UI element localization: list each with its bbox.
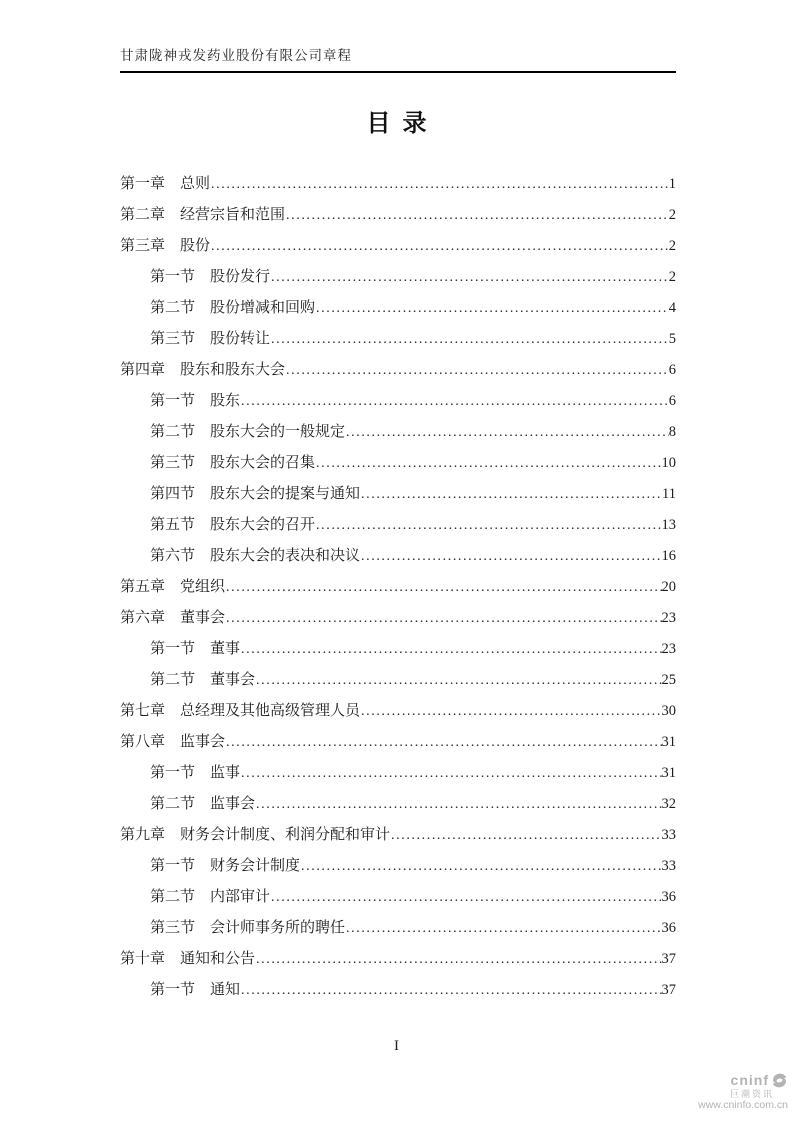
toc-entry-title: 股东大会的提案与通知	[210, 486, 361, 502]
toc-entry-title: 股份发行	[210, 269, 271, 285]
watermark-brand-text: 巨潮资讯	[729, 1088, 774, 1099]
toc-entry[interactable]	[120, 696, 676, 727]
toc-entry-title: 总经理及其他高级管理人员	[180, 703, 361, 719]
header-rule	[120, 71, 676, 73]
toc-entry-page: 16	[661, 548, 676, 564]
toc-entry-label: 第一节	[150, 982, 196, 998]
toc-entry-page: 10	[661, 455, 676, 471]
toc-entry-label: 第一节	[150, 858, 196, 874]
toc-entry-page: 2	[668, 238, 676, 254]
toc-dot-leader	[241, 634, 661, 665]
toc-entry-title: 经营宗旨和范围	[180, 207, 286, 223]
toc-entry-title: 董事会	[210, 672, 256, 688]
toc-entry-label: 第六章	[120, 610, 166, 626]
toc-entry-title: 会计师事务所的聘任	[210, 920, 346, 936]
toc-entry-label: 第三节	[150, 331, 196, 347]
toc-entry-label: 第二节	[150, 300, 196, 316]
toc-dot-leader	[271, 882, 661, 913]
toc-dot-leader	[256, 944, 661, 975]
toc-entry-page: 36	[661, 920, 676, 936]
toc-entry-page: 20	[661, 579, 676, 595]
toc-entry[interactable]	[120, 789, 676, 820]
toc-entry-page: 1	[668, 176, 676, 192]
toc-dot-leader	[226, 603, 661, 634]
toc-entry-label: 第七章	[120, 703, 166, 719]
cninfo-watermark	[698, 1073, 788, 1112]
toc-entry[interactable]	[120, 510, 676, 541]
toc-entry-label: 第四章	[120, 362, 166, 378]
toc-dot-leader	[361, 479, 662, 510]
toc-entry[interactable]	[120, 448, 676, 479]
toc-entry[interactable]	[120, 355, 676, 386]
toc-entry-page: 6	[668, 362, 676, 378]
toc-entry-title: 监事会	[210, 796, 256, 812]
toc-entry-title: 通知	[210, 982, 241, 998]
toc-entry-page: 36	[661, 889, 676, 905]
toc-dot-leader	[286, 355, 669, 386]
toc-entry-page: 37	[661, 951, 676, 967]
toc-list	[120, 169, 676, 1006]
toc-entry-label: 第一节	[150, 393, 196, 409]
toc-entry-page: 33	[661, 827, 676, 843]
toc-dot-leader	[316, 448, 661, 479]
document-header-text: 甘肃陇神戎发药业股份有限公司章程	[120, 48, 352, 63]
toc-entry[interactable]	[120, 820, 676, 851]
toc-dot-leader	[241, 758, 661, 789]
toc-entry-page: 23	[661, 610, 676, 626]
cninfo-logo-text: cninf	[730, 1072, 769, 1089]
toc-entry-title: 股份增减和回购	[210, 300, 316, 316]
toc-entry-title: 内部审计	[210, 889, 271, 905]
toc-entry[interactable]	[120, 231, 676, 262]
toc-entry[interactable]	[120, 293, 676, 324]
toc-entry[interactable]	[120, 324, 676, 355]
toc-entry-title: 股东	[210, 393, 241, 409]
toc-entry[interactable]	[120, 572, 676, 603]
toc-dot-leader	[286, 200, 669, 231]
toc-entry-label: 第二节	[150, 424, 196, 440]
footer-page-number: I	[394, 1038, 399, 1054]
toc-entry-page: 4	[668, 300, 676, 316]
toc-entry-title: 股东和股东大会	[180, 362, 286, 378]
toc-entry-page: 37	[661, 982, 676, 998]
toc-entry-page: 32	[661, 796, 676, 812]
toc-entry-page: 31	[661, 734, 676, 750]
toc-entry[interactable]	[120, 665, 676, 696]
toc-entry-title: 股份转让	[210, 331, 271, 347]
toc-entry-label: 第三章	[120, 238, 166, 254]
toc-dot-leader	[361, 541, 661, 572]
toc-entry[interactable]	[120, 851, 676, 882]
toc-dot-leader	[316, 293, 669, 324]
toc-entry-title: 股份	[180, 238, 211, 254]
toc-entry-title: 董事会	[180, 610, 226, 626]
toc-entry-page: 30	[661, 703, 676, 719]
toc-dot-leader	[256, 665, 661, 696]
toc-entry-title: 股东大会的表决和决议	[210, 548, 361, 564]
toc-entry-title: 监事	[210, 765, 241, 781]
toc-entry[interactable]	[120, 262, 676, 293]
toc-entry[interactable]	[120, 169, 676, 200]
toc-entry-label: 第一节	[150, 641, 196, 657]
toc-entry-label: 第二节	[150, 889, 196, 905]
toc-entry[interactable]	[120, 913, 676, 944]
toc-entry[interactable]	[120, 944, 676, 975]
toc-entry[interactable]	[120, 882, 676, 913]
toc-dot-leader	[241, 975, 661, 1006]
toc-dot-leader	[211, 231, 669, 262]
toc-dot-leader	[316, 510, 661, 541]
toc-entry-title: 监事会	[180, 734, 226, 750]
toc-entry-label: 第一节	[150, 269, 196, 285]
toc-entry-label: 第四节	[150, 486, 196, 502]
toc-dot-leader	[301, 851, 661, 882]
toc-dot-leader	[226, 572, 661, 603]
toc-entry-label: 第八章	[120, 734, 166, 750]
toc-entry-label: 第二节	[150, 796, 196, 812]
toc-entry-page: 23	[661, 641, 676, 657]
toc-entry-label: 第十章	[120, 951, 166, 967]
toc-entry-page: 8	[668, 424, 676, 440]
toc-entry-label: 第三节	[150, 920, 196, 936]
toc-dot-leader	[226, 727, 661, 758]
toc-entry-page: 31	[661, 765, 676, 781]
toc-entry-label: 第五章	[120, 579, 166, 595]
toc-entry-title: 股东大会的召开	[210, 517, 316, 533]
toc-entry[interactable]	[120, 758, 676, 789]
toc-entry-title: 通知和公告	[180, 951, 256, 967]
toc-entry-label: 第二节	[150, 672, 196, 688]
toc-entry-label: 第六节	[150, 548, 196, 564]
toc-dot-leader	[241, 386, 669, 417]
toc-entry-title: 总则	[180, 176, 211, 192]
toc-dot-leader	[271, 324, 669, 355]
toc-entry-label: 第一章	[120, 176, 166, 192]
watermark-logo-row	[698, 1073, 788, 1088]
toc-entry-label: 第二章	[120, 207, 166, 223]
toc-dot-leader	[361, 696, 661, 727]
toc-entry-title: 财务会计制度	[210, 858, 301, 874]
toc-entry-page: 5	[668, 331, 676, 347]
toc-entry-page: 33	[661, 858, 676, 874]
toc-entry-label: 第五节	[150, 517, 196, 533]
toc-entry-title: 财务会计制度、利润分配和审计	[180, 827, 391, 843]
toc-entry-page: 11	[662, 486, 676, 502]
toc-entry-page: 25	[661, 672, 676, 688]
toc-entry-page: 2	[668, 207, 676, 223]
toc-entry-title: 股东大会的一般规定	[210, 424, 346, 440]
toc-entry-label: 第三节	[150, 455, 196, 471]
toc-entry[interactable]	[120, 975, 676, 1006]
cninfo-swirl-icon	[771, 1073, 788, 1088]
toc-entry-title: 党组织	[180, 579, 226, 595]
toc-entry[interactable]	[120, 200, 676, 231]
toc-dot-leader	[346, 913, 661, 944]
toc-entry-page: 2	[668, 269, 676, 285]
toc-entry[interactable]	[120, 603, 676, 634]
toc-entry[interactable]	[120, 417, 676, 448]
toc-dot-leader	[256, 789, 661, 820]
page-title: 目 录	[366, 111, 427, 137]
toc-entry-page: 13	[661, 517, 676, 533]
toc-entry[interactable]	[120, 479, 676, 510]
toc-entry[interactable]	[120, 386, 676, 417]
toc-entry-title: 股东大会的召集	[210, 455, 316, 471]
toc-entry[interactable]	[120, 541, 676, 572]
toc-dot-leader	[211, 169, 669, 200]
toc-entry[interactable]	[120, 634, 676, 665]
toc-entry-page: 6	[668, 393, 676, 409]
watermark-url-text: www.cninfo.com.cn	[698, 1099, 788, 1112]
toc-entry[interactable]	[120, 727, 676, 758]
toc-entry-label: 第一节	[150, 765, 196, 781]
toc-dot-leader	[391, 820, 661, 851]
toc-dot-leader	[271, 262, 669, 293]
toc-entry-title: 董事	[210, 641, 241, 657]
toc-entry-label: 第九章	[120, 827, 166, 843]
toc-dot-leader	[346, 417, 669, 448]
